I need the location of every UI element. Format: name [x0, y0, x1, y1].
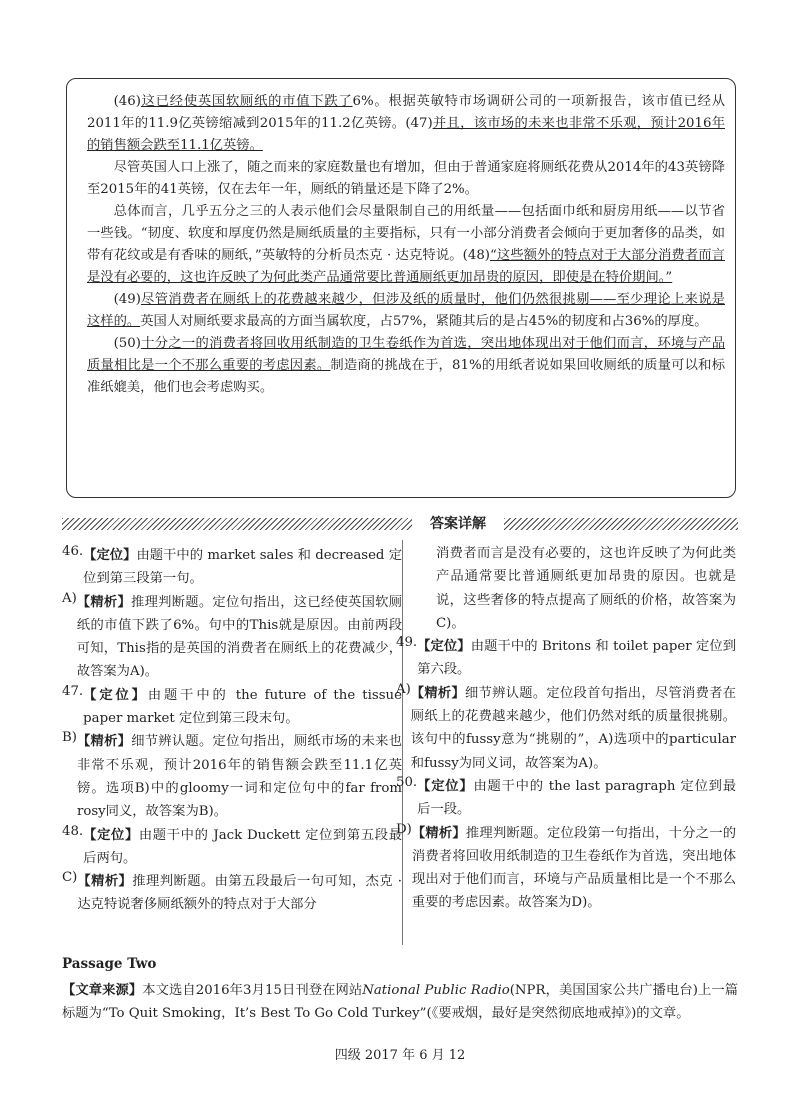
answer-item: 47. 【定位】由题干中的 the future of the tissue paper market 定位到第三段末句。 [62, 683, 402, 727]
answer-item: A) 【精析】推理判断题。定位句指出，这已经使英国软厕纸的市值下跌了6%。句中的This就是原因。由前两段可知，This指的是英国的消费者在厕纸上的花费减少，故答案为A)。 [62, 590, 403, 680]
answer-item: 46. 【定位】由题干中的 market sales 和 decreased 定位到第三段第一句。 [62, 544, 402, 587]
answer-column-right [396, 542, 736, 915]
divider-hatch-left [62, 518, 412, 530]
answer-item: B) 【精析】细节辨认题。定位句指出，厕纸市场的未来也非常不乐观，预计2016年的销售额会跌至11.1亿英镑。选项B)中的gloomy一词和定位句中的far from rosy同义，故答案为B)。 [62, 730, 403, 820]
answer-item: C) 【精析】推理判断题。由第五段最后一句可知，杰克 · 达克特说奢侈厕纸额外的特点对于大部分 [62, 870, 403, 913]
divider-hatch-right [504, 518, 738, 530]
answer-item: 48. 【定位】由题干中的 Jack Duckett 定位到第五段最后两句。 [62, 823, 402, 866]
paragraph-46: (46)这已经使英国软厕纸的市值下跌了6%。根据英敏特市场调研公司的一项新报告，该市值已经从2011年的11.9亿英镑缩减到2015年的11.2亿英镑。(47)并且，该市场的未来也非常不乐观，预计2016年的销售额会跌至11.1亿英镑。 [87, 94, 726, 153]
paragraph-4: 尽管英国人口上涨了，随之而来的家庭数量也有增加，但由于普通家庭将厕纸花费从2014年的43英镑降至2015年的41英镑，仅在去年一年，厕纸的销量还是下降了2%。 [87, 160, 725, 197]
answer-item: 50. 【定位】由题干中的 the last paragraph 定位到最后一段。 [396, 774, 737, 818]
answer-item: 消费者而言是没有必要的，这也许反映了为何此类产品通常要比普通厕纸更加昂贵的原因。也就是说，这些奢侈的特点提高了厕纸的价格，故答案为C)。 [436, 546, 736, 631]
paragraph-5: 总体而言，几乎五分之三的人表示他们会尽量限制自己的用纸量——包括面巾纸和厨房用纸——以节省一些钱。“韧度、软度和厚度仍然是厕纸质量的主要指标，只有一小部分消费者会倾向于更加奢侈的品类，如带有花纹或是有香味的厕纸，”英敏特的分析员杰克 · 达克特说。(48)“这些额外的特点对于大部分消费者而言是没有必要的，这也许反映了为何此类产品通常要比普通厕纸更加昂贵的原因，即使是在特价期间。” [87, 204, 725, 285]
paragraph-50: (50)十分之一的消费者将回收用纸制造的卫生卷纸作为首选，突出地体现出对于他们而言，环境与产品质量相比是一个不那么重要的考虑因素。制造商的挑战在于，81%的用纸者说如果回收厕纸的质量可以和标准纸媲美，他们也会考虑购买。 [87, 336, 725, 395]
answer-divider [62, 512, 738, 536]
answer-column-left [62, 544, 402, 917]
divider-title: 答案详解 [430, 516, 486, 532]
answer-item: D) 【精析】推理判断题。定位段第一句指出，十分之一的消费者将回收用纸制造的卫生卷纸作为首选，突出地体现出对于他们而言，环境与产品质量相比是一个不那么重要的考虑因素。故答案为D)。 [396, 821, 737, 911]
answer-item: 49. 【定位】由题干中的 Britons 和 toilet paper 定位到第六段。 [396, 635, 737, 678]
article-source: 【文章来源】本文选自2016年3月15日刊登在网站National Public Radio(NPR，美国国家公共广播电台)上一篇标题为“To Quit Smoking，It’s Best To Go Cold Turkey”(《要戒烟，最好是突然彻底地戒掉》)的文章。 [62, 983, 739, 1021]
translation-box [66, 78, 736, 498]
passage-title: Passage Two [62, 956, 157, 972]
paragraph-49: (49)尽管消费者在厕纸上的花费越来越少，但涉及纸的质量时，他们仍然很挑剔——至少理论上来说是这样的。英国人对厕纸要求最高的方面当属软度，占57%，紧随其后的是占45%的韧度和占36%的厚度。 [87, 292, 725, 329]
source-site-name: National Public Radio [362, 983, 510, 998]
page-footer: 四级 2017 年 6 月 12 [334, 1048, 466, 1063]
answer-item: A) 【精析】细节辨认题。定位段首句指出，尽管消费者在厕纸上的花费越来越少，他们仍然对纸的质量很挑剔。该句中的fussy意为“挑剔的”，A)选项中的particular和fussy为同义词，故答案为A)。 [396, 681, 737, 771]
